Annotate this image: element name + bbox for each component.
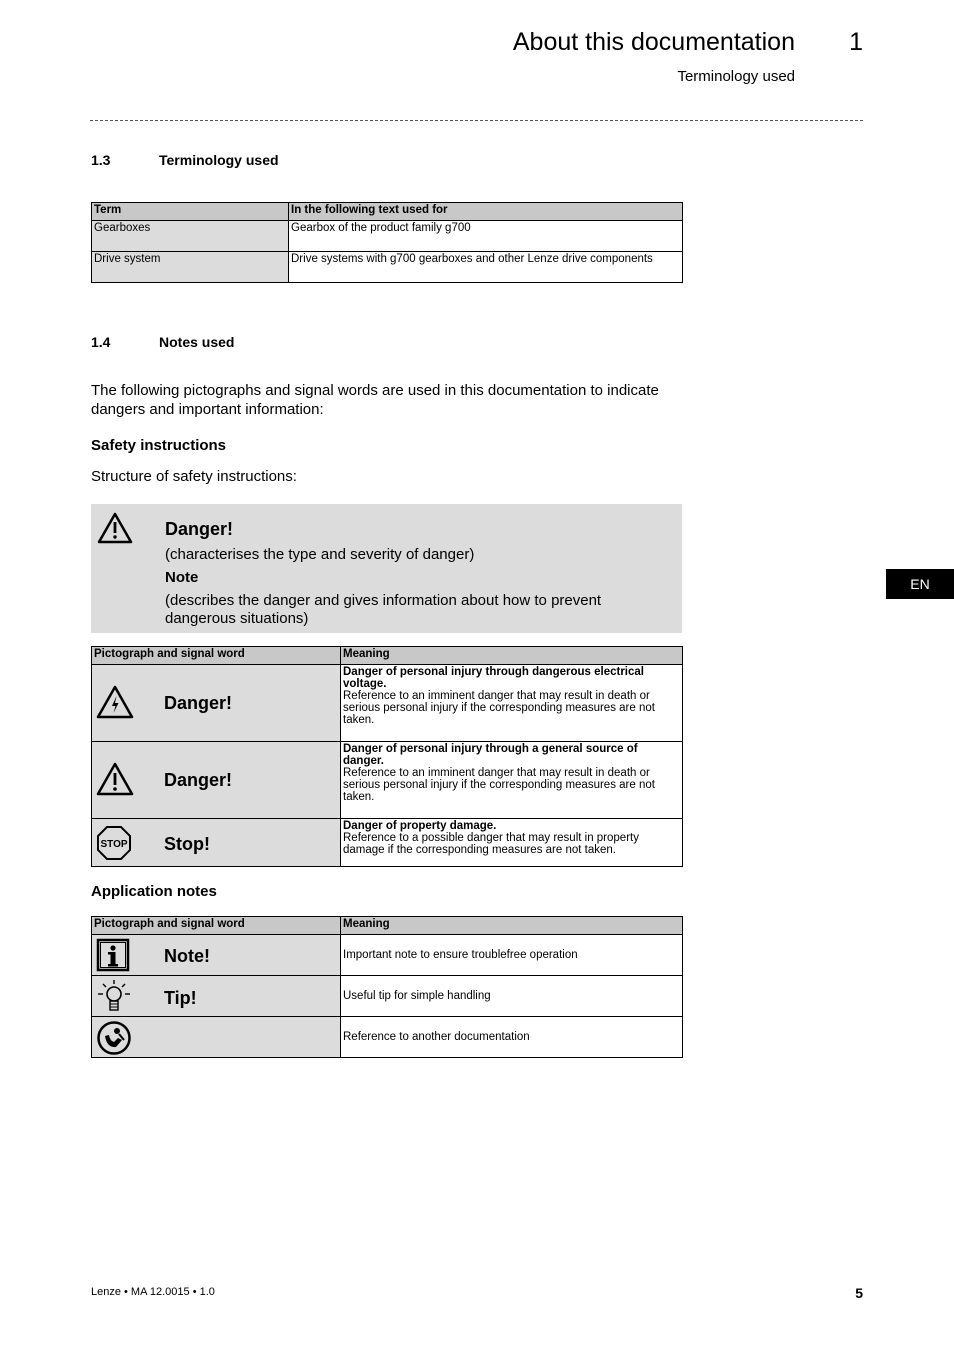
language-tab[interactable]: EN xyxy=(886,569,954,599)
signal-word: Danger! xyxy=(164,693,233,713)
section-title: Notes used xyxy=(159,334,235,350)
terminology-table xyxy=(91,202,683,283)
danger-signal-word: Danger! xyxy=(165,519,234,539)
table-cell: Drive systems with g700 gearboxes and other Lenze drive components xyxy=(289,252,683,283)
table-row xyxy=(92,221,683,252)
note-label: Note xyxy=(165,569,199,586)
table-row xyxy=(92,742,683,819)
pictograph-cell xyxy=(92,819,341,867)
table-header: Term xyxy=(92,203,289,221)
meaning-text: Reference to an imminent danger that may result in death or serious personal injury if the corresponding measures are not taken. xyxy=(343,690,655,726)
signal-word: Note! xyxy=(164,946,210,966)
table-row xyxy=(92,252,683,283)
table-header: In the following text used for xyxy=(289,203,683,221)
header-divider xyxy=(90,120,863,121)
meaning-title: Danger of personal injury through a general source of danger. xyxy=(343,743,638,767)
danger-structure-box xyxy=(91,504,682,633)
footer-reference: Lenze • MA 12.0015 • 1.0 xyxy=(91,1286,215,1298)
signal-word: Tip! xyxy=(164,988,197,1008)
table-row xyxy=(92,935,683,976)
chapter-number: 1 xyxy=(849,28,863,56)
table-row xyxy=(92,976,683,1017)
meaning-cell: Useful tip for simple handling xyxy=(341,976,683,1017)
warning-triangle-icon xyxy=(97,512,133,544)
meaning-text: Reference to an imminent danger that may result in death or serious personal injury if the corresponding measures are not taken. xyxy=(343,767,655,803)
intro-paragraph: The following pictographs and signal words are used in this documentation to indicate dangers and important information: xyxy=(91,382,659,418)
meaning-text: Reference to a possible danger that may result in property damage if the corresponding measures are not taken. xyxy=(343,832,639,856)
safety-heading: Safety instructions xyxy=(91,437,227,454)
pictograph-cell xyxy=(92,1017,341,1058)
table-header: Pictograph and signal word xyxy=(92,647,341,665)
section-number: 1.4 xyxy=(91,334,111,350)
meaning-title: Danger of personal injury through dangerous electrical voltage. xyxy=(343,666,644,690)
table-header: Pictograph and signal word xyxy=(92,917,341,935)
meaning-cell xyxy=(341,665,683,742)
section-title: Terminology used xyxy=(159,152,279,168)
page-title: About this documentation xyxy=(512,28,795,56)
page-subtitle: Terminology used xyxy=(677,68,795,85)
application-notes-table xyxy=(91,916,683,1058)
pictograph-cell xyxy=(92,742,341,819)
table-cell: Gearboxes xyxy=(92,221,289,252)
structure-text: Structure of safety instructions: xyxy=(91,468,297,485)
pictograph-cell xyxy=(92,665,341,742)
section-number: 1.3 xyxy=(91,152,111,168)
meaning-title: Danger of property damage. xyxy=(343,820,497,832)
table-header: Meaning xyxy=(341,917,683,935)
meaning-cell: Important note to ensure troublefree operation xyxy=(341,935,683,976)
table-row xyxy=(92,819,683,867)
safety-instructions-table xyxy=(91,646,683,867)
pictograph-cell xyxy=(92,935,341,976)
table-header: Meaning xyxy=(341,647,683,665)
reference-icon xyxy=(96,1020,132,1056)
pictograph-cell xyxy=(92,976,341,1017)
danger-description-text: (describes the danger and gives information about how to prevent dangerous situations) xyxy=(165,592,602,627)
info-icon xyxy=(96,938,130,972)
table-cell: Drive system xyxy=(92,252,289,283)
svg-text:STOP: STOP xyxy=(100,839,128,850)
application-heading: Application notes xyxy=(91,883,217,900)
meaning-cell xyxy=(341,742,683,819)
lightbulb-icon xyxy=(96,979,132,1015)
table-cell: Gearbox of the product family g700 xyxy=(289,221,683,252)
stop-icon xyxy=(96,825,132,861)
signal-word: Stop! xyxy=(164,834,210,854)
electrical-danger-icon xyxy=(96,685,134,719)
general-danger-icon xyxy=(96,762,134,796)
table-row xyxy=(92,1017,683,1058)
meaning-cell: Reference to another documentation xyxy=(341,1017,683,1058)
danger-type-text: (characterises the type and severity of danger) xyxy=(165,546,475,563)
table-row xyxy=(92,665,683,742)
page-number: 5 xyxy=(855,1285,863,1301)
meaning-cell xyxy=(341,819,683,867)
signal-word: Danger! xyxy=(164,770,233,790)
